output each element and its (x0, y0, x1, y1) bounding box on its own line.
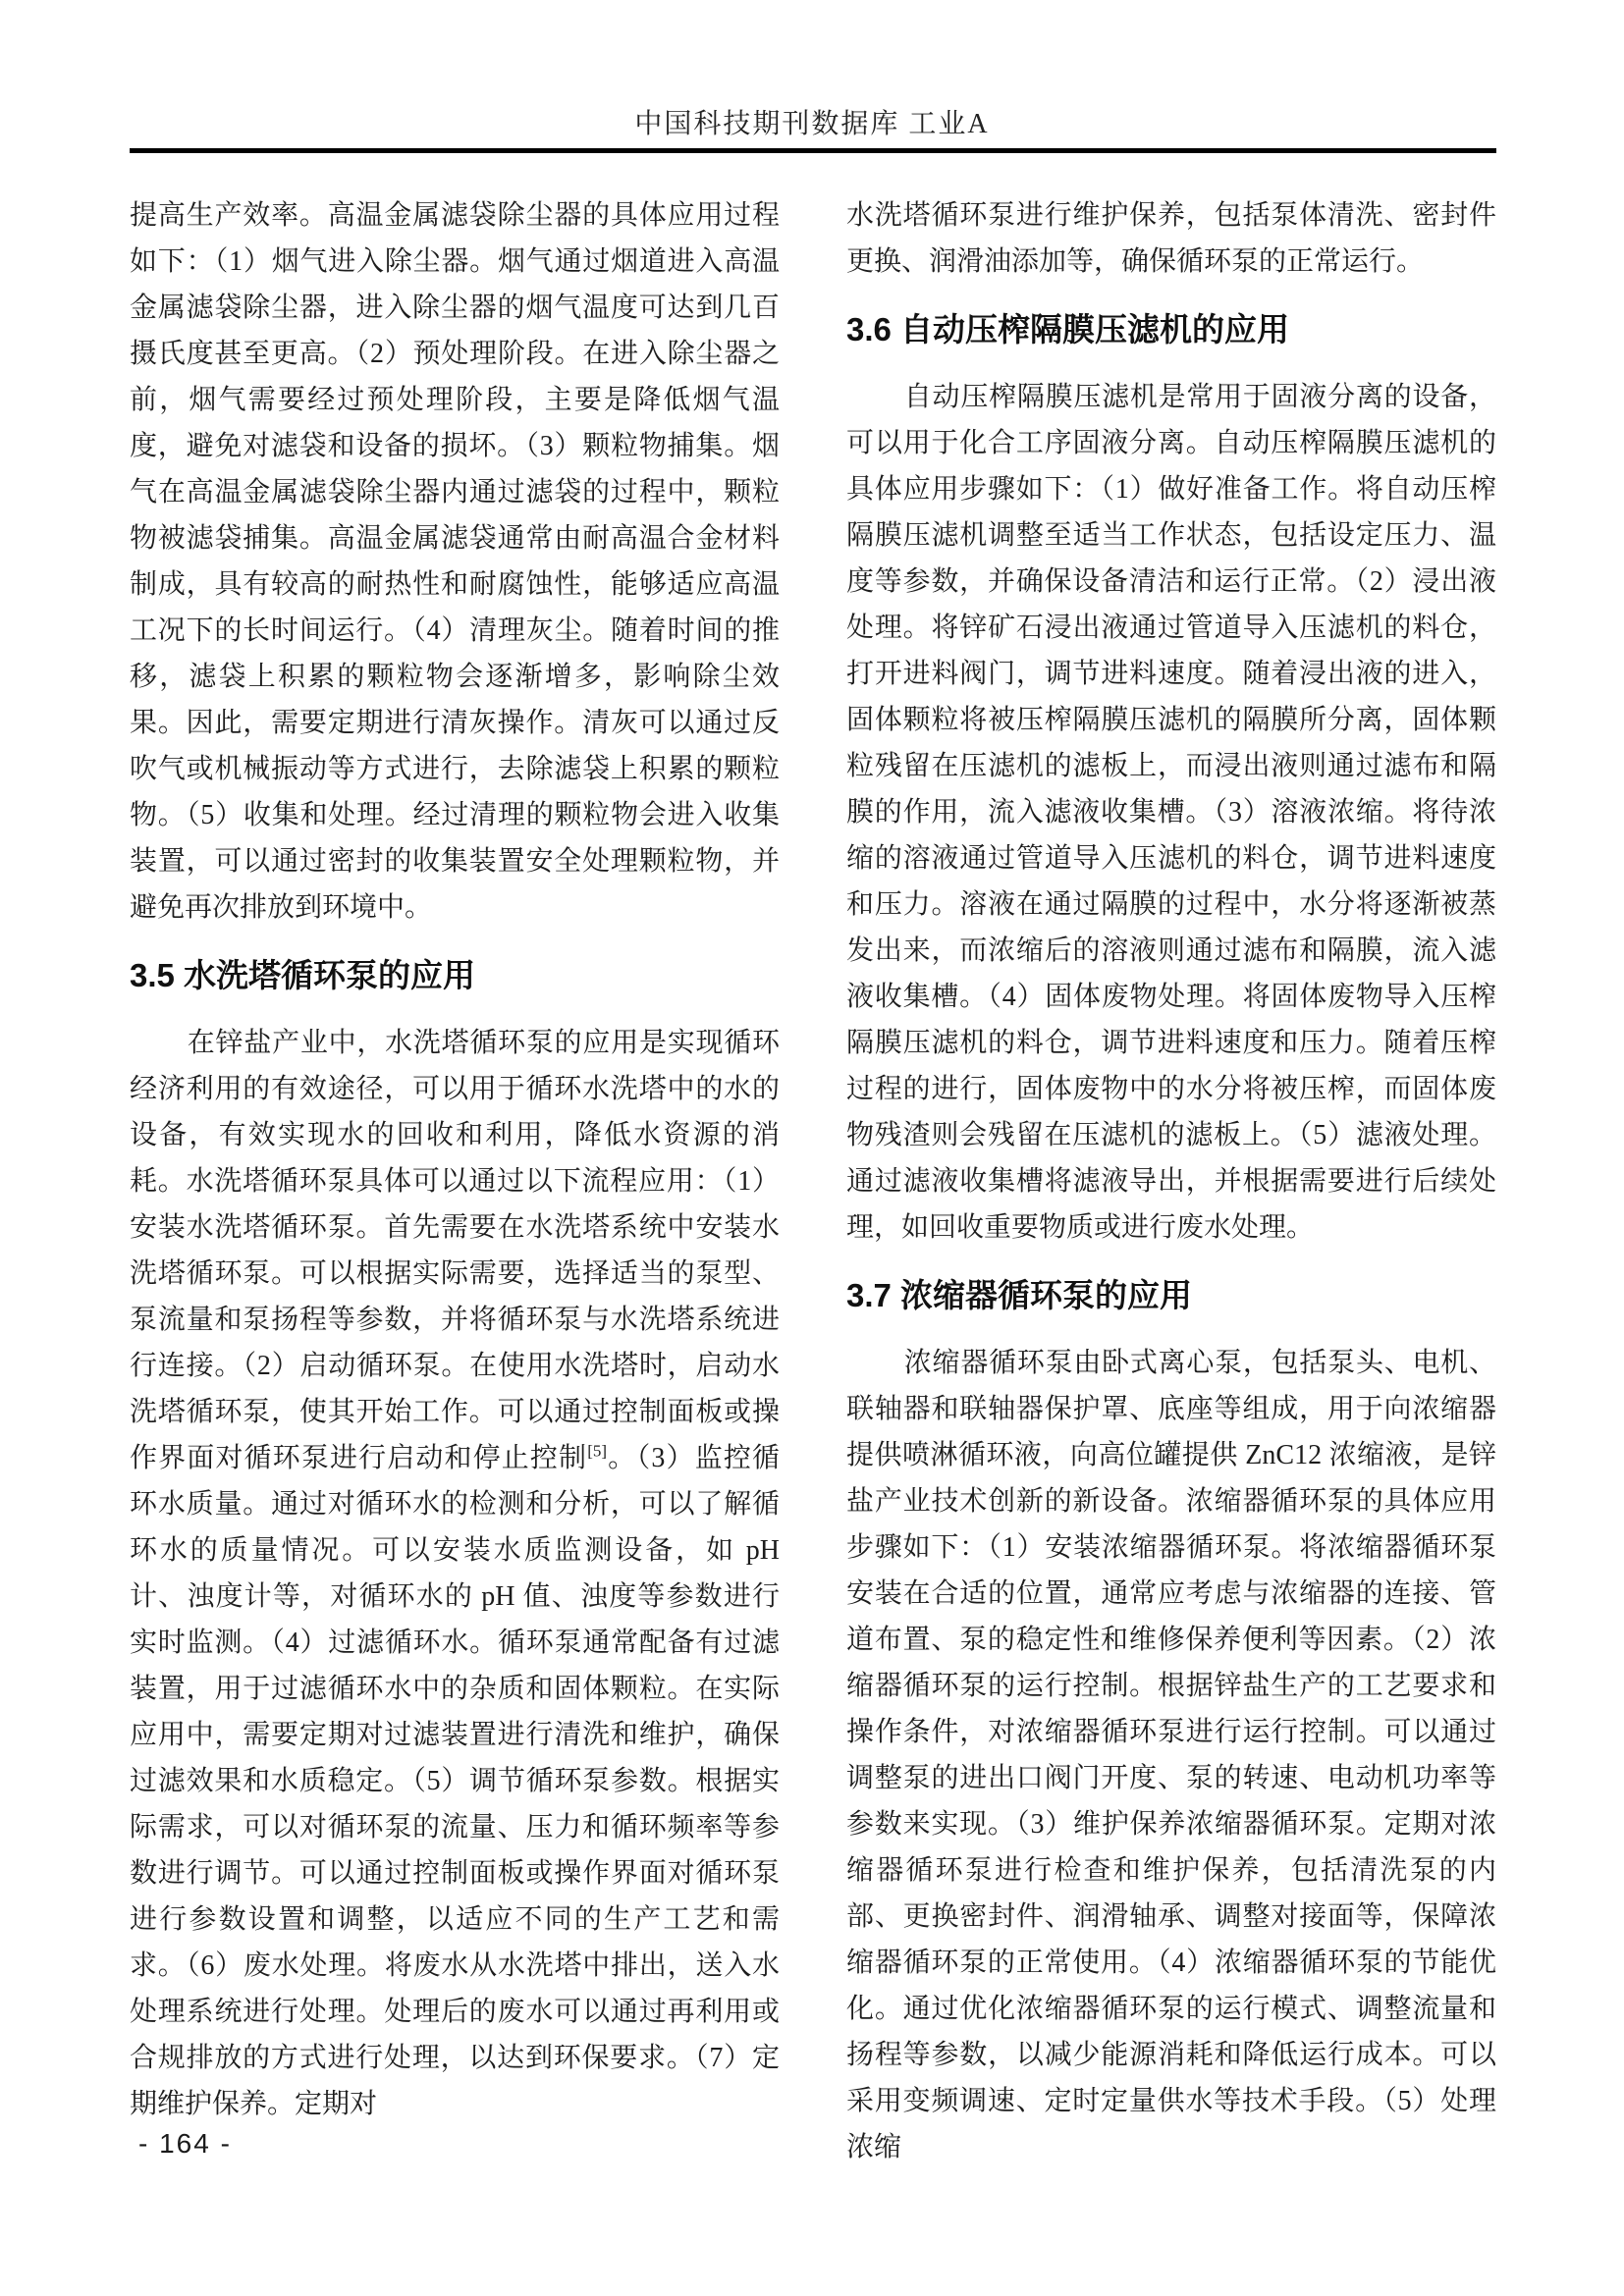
left-column (130, 192, 780, 2170)
paragraph-section-3-7-body: 浓缩器循环泵由卧式离心泵，包括泵头、电机、联轴器和联轴器保护罩、底座等组成，用于向浓缩器提供喷淋循环液，向高位罐提供 ZnC12 浓缩液，是锌盐产业技术创新的新设备。浓缩器循环泵的具体应用步骤如下：（1）安装浓缩器循环泵。将浓缩器循环泵安装在合适的位置，通常应考虑与浓缩器的连接、管道布置、泵的稳定性和维修保养便利等因素。（2）浓缩器循环泵的运行控制。根据锌盐生产的工艺要求和操作条件，对浓缩器循环泵进行运行控制。可以通过调整泵的进出口阀门开度、泵的转速、电动机功率等参数来实现。（3）维护保养浓缩器循环泵。定期对浓缩器循环泵进行检查和维护保养，包括清洗泵的内部、更换密封件、润滑轴承、调整对接面等，保障浓缩器循环泵的正常使用。（4）浓缩器循环泵的节能优化。通过优化浓缩器循环泵的运行模式、调整流量和扬程等参数，以减少能源消耗和降低运行成本。可以采用变频调速、定时定量供水等技术手段。（5）处理浓缩 (846, 1348, 1496, 2163)
section-3-5-text-after-ref: 。（3）监控循环水质量。通过对循环水的检测和分析，可以了解循环水的质量情况。可以安装水质监测设备，如 pH 计、浊度计等，对循环水的 pH 值、浊度等参数进行实时监测。（4）过滤循环水。循环泵通常配备有过滤装置，用于过滤循环水中的杂质和固体颗粒。在实际应用中，需要定期对过滤装置进行清洗和维护，确保过滤效果和水质稳定。（5）调节循环泵参数。根据实际需求，可以对循环泵的流量、压力和循环频率等参数进行调节。可以通过控制面板或操作界面对循环泵进行参数设置和调整，以适应不同的生产工艺和需求。（6）废水处理。将废水从水洗塔中排出，送入水处理系统进行处理。处理后的废水可以通过再利用或合规排放的方式进行处理，以达到环保要求。（7）定期维护保养。定期对 (130, 1443, 780, 2119)
right-column (846, 192, 1496, 2170)
paragraph-section-3-6-body: 自动压榨隔膜压滤机是常用于固液分离的设备，可以用于化合工序固液分离。自动压榨隔膜压滤机的具体应用步骤如下：（1）做好准备工作。将自动压榨隔膜压滤机调整至适当工作状态，包括设定压力、温度等参数，并确保设备清洁和运行正常。（2）浸出液处理。将锌矿石浸出液通过管道导入压滤机的料仓，打开进料阀门，调节进料速度。随着浸出液的进入，固体颗粒将被压榨隔膜压滤机的隔膜所分离，固体颗粒残留在压滤机的滤板上，而浸出液则通过滤布和隔膜的作用，流入滤液收集槽。（3）溶液浓缩。将待浓缩的溶液通过管道导入压滤机的料仓，调节进料速度和压力。溶液在通过隔膜的过程中，水分将逐渐被蒸发出来，而浓缩后的溶液则通过滤布和隔膜，流入滤液收集槽。（4）固体废物处理。将固体废物导入压榨隔膜压滤机的料仓，调节进料速度和压力。随着压榨过程的进行，固体废物中的水分将被压榨，而固体废物残渣则会残留在压滤机的滤板上。（5）滤液处理。通过滤液收集槽将滤液导出，并根据需要进行后续处理，如回收重要物质或进行废水处理。 (846, 382, 1496, 1243)
section-heading-3-7: 3.7 浓缩器循环泵的应用 (846, 1277, 1193, 1313)
section-heading-3-5: 3.5 水洗塔循环泵的应用 (130, 957, 476, 993)
page-number: - 164 - (138, 2128, 232, 2159)
header-divider-rule (130, 148, 1496, 153)
section-3-5-text-before-ref: 在锌盐产业中，水洗塔循环泵的应用是实现循环经济利用的有效途径，可以用于循环水洗塔中的水的设备，有效实现水的回收和利用，降低水资源的消耗。水洗塔循环泵具体可以通过以下流程应用：（1）安装水洗塔循环泵。首先需要在水洗塔系统中安装水洗塔循环泵。可以根据实际需要，选择适当的泵型、泵流量和泵扬程等参数，并将循环泵与水洗塔系统进行连接。（2）启动循环泵。在使用水洗塔时，启动水洗塔循环泵，使其开始工作。可以通过控制面板或操作界面对循环泵进行启动和停止控制 (130, 1028, 780, 1473)
paragraph-section-3-5-body (130, 1020, 780, 2127)
two-column-body (130, 192, 1496, 2170)
reference-marker-5: [5] (587, 1441, 608, 1461)
paragraph-washing-tower-continuation: 水洗塔循环泵进行维护保养，包括泵体清洗、密封件更换、润滑油添加等，确保循环泵的正常运行。 (846, 200, 1496, 277)
section-heading-3-6: 3.6 自动压榨隔膜压滤机的应用 (846, 311, 1290, 347)
paragraph-dust-collector-continuation: 提高生产效率。高温金属滤袋除尘器的具体应用过程如下：（1）烟气进入除尘器。烟气通过烟道进入高温金属滤袋除尘器，进入除尘器的烟气温度可达到几百摄氏度甚至更高。（2）预处理阶段。在进入除尘器之前，烟气需要经过预处理阶段，主要是降低烟气温度，避免对滤袋和设备的损坏。（3）颗粒物捕集。烟气在高温金属滤袋除尘器内通过滤袋的过程中，颗粒物被滤袋捕集。高温金属滤袋通常由耐高温合金材料制成，具有较高的耐热性和耐腐蚀性，能够适应高温工况下的长时间运行。（4）清理灰尘。随着时间的推移，滤袋上积累的颗粒物会逐渐增多，影响除尘效果。因此，需要定期进行清灰操作。清灰可以通过反吹气或机械振动等方式进行，去除滤袋上积累的颗粒物。（5）收集和处理。经过清理的颗粒物会进入收集装置，可以通过密封的收集装置安全处理颗粒物，并避免再次排放到环境中。 (130, 200, 780, 923)
journal-title: 中国科技期刊数据库 工业A (634, 109, 990, 139)
